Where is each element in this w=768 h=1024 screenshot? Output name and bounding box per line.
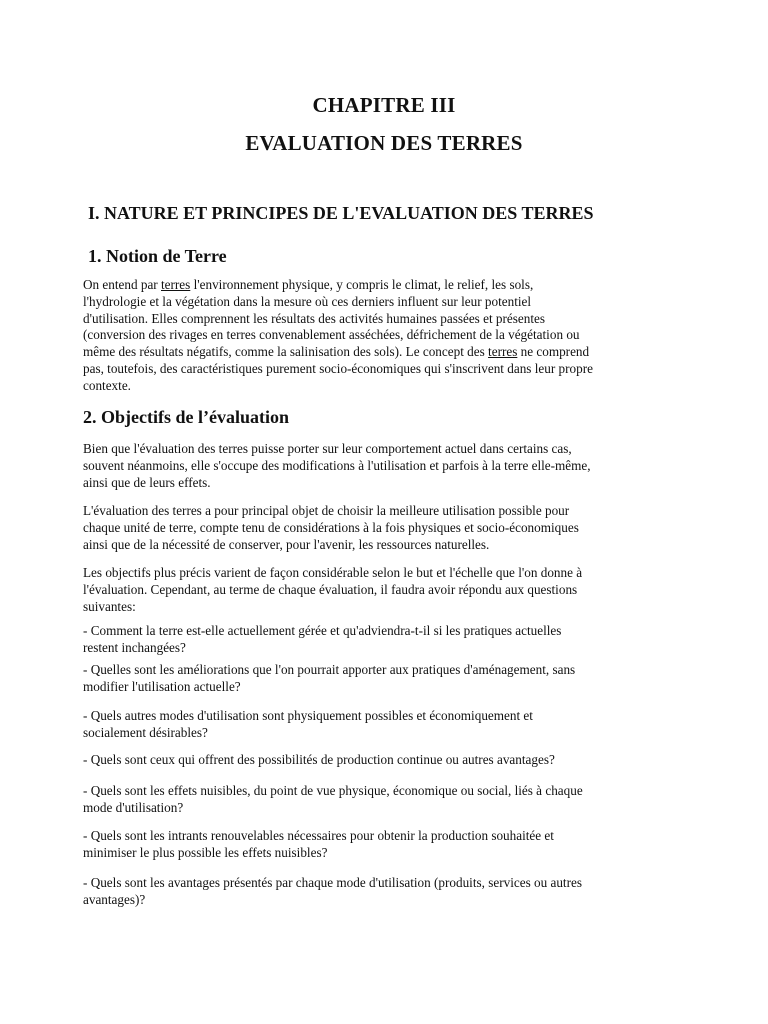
section-heading: I. NATURE ET PRINCIPES DE L'EVALUATION DES TERRES xyxy=(88,203,594,223)
paragraph-line: - Quels sont ceux qui offrent des possibilités de production continue ou autres avantages? xyxy=(83,752,555,767)
text-fragment: ne comprend xyxy=(517,344,590,360)
paragraph-line: pas, toutefois, des caractéristiques purement socio-économiques qui s'inscrivent dans leur propre xyxy=(83,360,593,376)
paragraph-line: contexte. xyxy=(83,377,131,393)
paragraph-line: - Quels sont les avantages présentés par chaque mode d'utilisation (produits, services ou autres xyxy=(83,875,582,890)
paragraph-line: Les objectifs plus précis varient de façon considérable selon le but et l'échelle que l'on donne à xyxy=(83,565,583,580)
paragraph-line: ainsi que de la nécessité de conserver, pour l'avenir, les ressources naturelles. xyxy=(83,536,490,552)
paragraph-objectifs-2 xyxy=(83,503,683,553)
paragraph-line: Bien que l'évaluation des terres puisse porter sur leur comportement actuel dans certains cas, xyxy=(83,441,572,456)
paragraph-objectifs-1 xyxy=(83,441,683,491)
paragraph-line: - Quels sont les intrants renouvelables nécessaires pour obtenir la production souhaitée et xyxy=(83,828,554,843)
paragraph-line: minimiser le plus possible les effets nuisibles? xyxy=(83,844,328,860)
question-item-2 xyxy=(83,662,683,696)
paragraph-line xyxy=(83,344,683,361)
text-fragment: même des résultats négatifs, comme la salinisation des sols). Le concept des xyxy=(83,344,489,360)
paragraph-objectifs-3 xyxy=(83,565,683,615)
text-fragment: l'environnement physique, y compris le climat, le relief, les sols, xyxy=(190,277,534,292)
question-item-5 xyxy=(83,783,683,817)
subsection-heading-objectifs: 2. Objectifs de l’évaluation xyxy=(83,407,289,427)
paragraph-line: L'évaluation des terres a pour principal objet de choisir la meilleure utilisation possible pour xyxy=(83,503,570,518)
paragraph-line: chaque unité de terre, compte tenu de considérations à la fois physiques et socio-économiques xyxy=(83,519,579,535)
chapter-number: CHAPITRE III xyxy=(312,93,456,117)
paragraph-line: suivantes: xyxy=(83,598,136,614)
paragraph-line: socialement désirables? xyxy=(83,724,208,740)
paragraph-line xyxy=(83,277,683,294)
subsection-heading-notion: 1. Notion de Terre xyxy=(88,246,227,266)
question-item-3 xyxy=(83,708,683,742)
chapter-title: EVALUATION DES TERRES xyxy=(245,131,523,155)
paragraph-line: (conversion des rivages en terres convenablement asséchées, défrichement de la végétation ou xyxy=(83,327,580,343)
paragraph-line: - Quelles sont les améliorations que l'on pourrait apporter aux pratiques d'aménagement, sans xyxy=(83,662,576,677)
question-item-7 xyxy=(83,875,683,909)
paragraph-notion-de-terre xyxy=(83,277,683,395)
paragraph-line: - Comment la terre est-elle actuellement gérée et qu'adviendra-t-il si les pratiques actuelles xyxy=(83,623,562,638)
underlined-term: terres xyxy=(488,344,518,360)
paragraph-line: ainsi que de leurs effets. xyxy=(83,474,211,490)
paragraph-line: avantages)? xyxy=(83,891,146,907)
paragraph-line: - Quels autres modes d'utilisation sont physiquement possibles et économiquement et xyxy=(83,708,533,723)
question-item-4 xyxy=(83,752,683,769)
question-item-6 xyxy=(83,828,683,862)
paragraph-line: souvent néanmoins, elle s'occupe des modifications à l'utilisation et parfois à la terre elle-même, xyxy=(83,457,591,473)
text-fragment: On entend par xyxy=(83,277,161,292)
paragraph-line: l'évaluation. Cependant, au terme de chaque évaluation, il faudra avoir répondu aux questions xyxy=(83,581,578,597)
paragraph-line: - Quels sont les effets nuisibles, du point de vue physique, économique ou social, liés à chaque xyxy=(83,783,583,798)
paragraph-line: restent inchangées? xyxy=(83,639,186,655)
paragraph-line: d'utilisation. Elles comprennent les résultats des activités humaines passées et présentes xyxy=(83,310,545,326)
paragraph-line: l'hydrologie et la végétation dans la mesure où ces derniers influent sur leur potentiel xyxy=(83,293,532,309)
underlined-term: terres xyxy=(161,277,191,292)
paragraph-line: mode d'utilisation? xyxy=(83,799,184,815)
paragraph-line: modifier l'utilisation actuelle? xyxy=(83,678,241,694)
question-item-1 xyxy=(83,623,683,657)
